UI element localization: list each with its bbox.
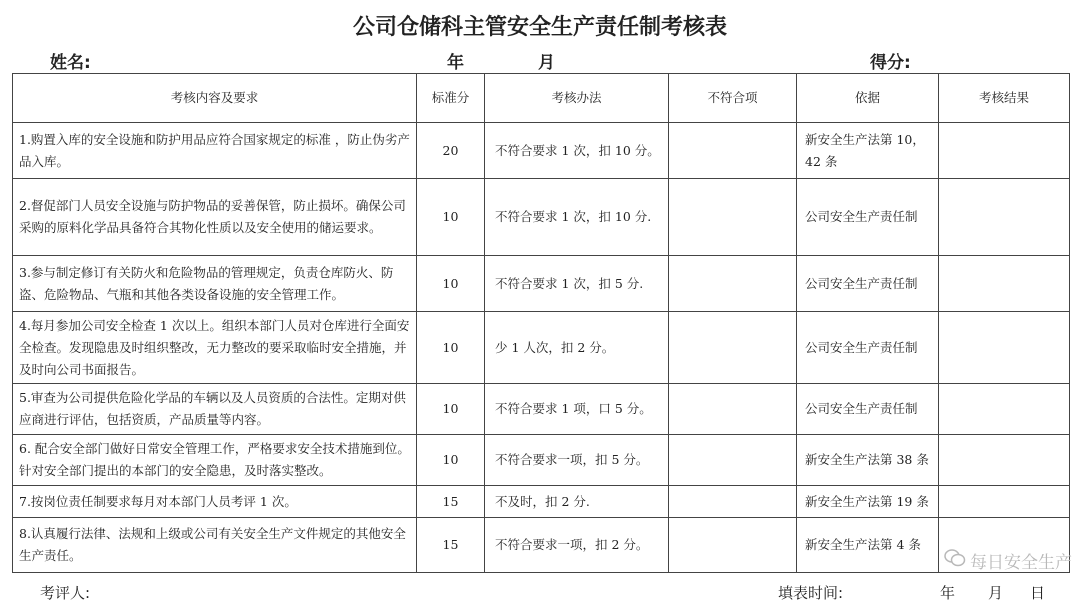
requirement-cell: 2.督促部门人员安全设施与防护物品的妥善保管，防止损坏。确保公司采购的原料化学品具备符合其物化性质以及安全使用的储运要求。 [13, 179, 417, 256]
watermark-text: 每日安全生产 [970, 553, 1072, 573]
column-header: 考核办法 [485, 74, 669, 123]
column-header: 不符合项 [669, 74, 797, 123]
nonconformity-cell[interactable] [669, 518, 797, 573]
column-header: 依据 [797, 74, 939, 123]
result-cell[interactable] [939, 123, 1070, 179]
basis-cell: 新安全生产法第 4 条 [797, 518, 939, 573]
nonconformity-cell[interactable] [669, 384, 797, 435]
method-cell: 不符合要求 1 次，扣 10 分。 [485, 123, 669, 179]
column-header: 标准分 [417, 74, 485, 123]
score-label: 得分: [870, 53, 911, 73]
nonconformity-cell[interactable] [669, 123, 797, 179]
standard-score-cell: 15 [417, 518, 485, 573]
standard-score-cell: 10 [417, 384, 485, 435]
method-cell: 不及时，扣 2 分. [485, 486, 669, 518]
nonconformity-cell[interactable] [669, 312, 797, 384]
basis-cell: 新安全生产法第 10，42 条 [797, 123, 939, 179]
month-label: 月 [538, 53, 555, 73]
method-cell: 不符合要求一项，扣 5 分。 [485, 435, 669, 486]
standard-score-cell: 10 [417, 256, 485, 312]
basis-cell: 新安全生产法第 38 条 [797, 435, 939, 486]
footer-day-label: 日 [1030, 584, 1046, 602]
column-header: 考核内容及要求 [13, 74, 417, 123]
standard-score-cell: 10 [417, 179, 485, 256]
result-cell[interactable] [939, 256, 1070, 312]
nonconformity-cell[interactable] [669, 435, 797, 486]
table-header-row [13, 74, 1070, 123]
method-cell: 不符合要求 1 项，口 5 分。 [485, 384, 669, 435]
nonconformity-cell[interactable] [669, 486, 797, 518]
table-row [13, 435, 1070, 486]
method-cell: 不符合要求一项，扣 2 分。 [485, 518, 669, 573]
basis-cell: 公司安全生产责任制 [797, 312, 939, 384]
table-row [13, 256, 1070, 312]
wechat-icon [944, 549, 966, 572]
column-header: 考核结果 [939, 74, 1070, 123]
requirement-cell: 3.参与制定修订有关防火和危险物品的管理规定，负责仓库防火、防盗、危险物品、气瓶和其他各类设备设施的安全管理工作。 [13, 256, 417, 312]
standard-score-cell: 10 [417, 312, 485, 384]
result-cell[interactable] [939, 486, 1070, 518]
table-row [13, 312, 1070, 384]
result-cell[interactable] [939, 384, 1070, 435]
name-label: 姓名: [50, 53, 91, 73]
standard-score-cell: 10 [417, 435, 485, 486]
watermark [944, 548, 1072, 573]
method-cell: 不符合要求 1 次，扣 5 分. [485, 256, 669, 312]
assessment-table [12, 73, 1070, 573]
form-title: 公司仓储科主管安全生产责任制考核表 [352, 15, 727, 40]
year-label: 年 [447, 53, 464, 73]
basis-cell: 公司安全生产责任制 [797, 256, 939, 312]
standard-score-cell: 15 [417, 486, 485, 518]
nonconformity-cell[interactable] [669, 256, 797, 312]
table-row [13, 518, 1070, 573]
result-cell[interactable] [939, 312, 1070, 384]
nonconformity-cell[interactable] [669, 179, 797, 256]
result-cell[interactable] [939, 435, 1070, 486]
fill-date-label: 填表时间: [778, 584, 844, 602]
basis-cell: 公司安全生产责任制 [797, 384, 939, 435]
requirement-cell: 5.审查为公司提供危险化学品的车辆以及人员资质的合法性。定期对供应商进行评估，包括资质，产品质量等内容。 [13, 384, 417, 435]
table-row [13, 486, 1070, 518]
requirement-cell: 4.每月参加公司安全检查 1 次以上。组织本部门人员对仓库进行全面安全检查。发现隐患及时组织整改，无力整改的要采取临时安全措施，并及时向公司书面报告。 [13, 312, 417, 384]
evaluator-label: 考评人: [40, 584, 91, 602]
footer-month-label: 月 [988, 584, 1004, 602]
method-cell: 少 1 人次，扣 2 分。 [485, 312, 669, 384]
basis-cell: 公司安全生产责任制 [797, 179, 939, 256]
footer-year-label: 年 [940, 584, 956, 602]
table-row [13, 384, 1070, 435]
requirement-cell: 1.购置入库的安全设施和防护用品应符合国家规定的标准 ，防止伪劣产品入库。 [13, 123, 417, 179]
result-cell[interactable] [939, 179, 1070, 256]
table-row [13, 179, 1070, 256]
table-row [13, 123, 1070, 179]
standard-score-cell: 20 [417, 123, 485, 179]
method-cell: 不符合要求 1 次，扣 10 分. [485, 179, 669, 256]
requirement-cell: 6. 配合安全部门做好日常安全管理工作，严格要求安全技术措施到位。针对安全部门提出的本部门的安全隐患，及时落实整改。 [13, 435, 417, 486]
requirement-cell: 8.认真履行法律、法规和上级或公司有关安全生产文件规定的其他安全生产责任。 [13, 518, 417, 573]
requirement-cell: 7.按岗位责任制要求每月对本部门人员考评 1 次。 [13, 486, 417, 518]
basis-cell: 新安全生产法第 19 条 [797, 486, 939, 518]
